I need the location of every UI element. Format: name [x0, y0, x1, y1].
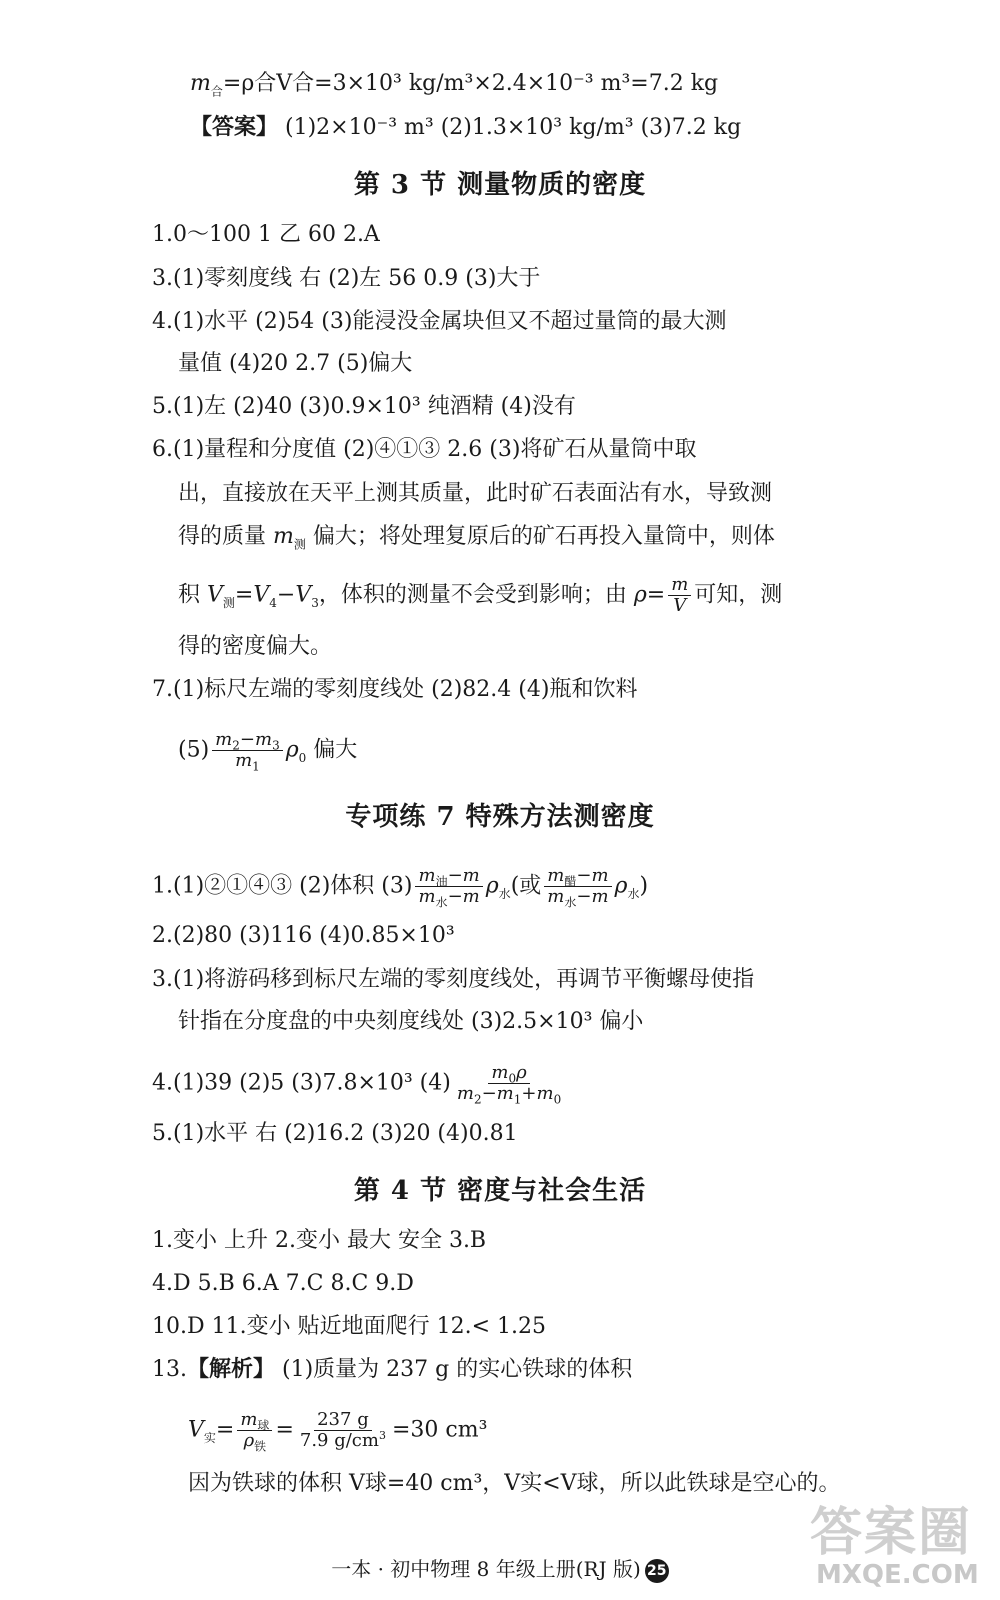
- s4-q4: 4.D 5.B 6.A 7.C 8.C 9.D: [152, 1271, 414, 1296]
- s3-q6-line2: 出，直接放在天平上测其质量，此时矿石表面沾有水，导致测: [178, 481, 773, 506]
- s3-q6-line3: 得的质量 $m_测$ 偏大；将处理复原后的矿石再投入量筒中，则体: [178, 524, 775, 552]
- p7-q1-fraction-b: $\frac{m_醋-m}{m_水-m}$: [544, 866, 611, 907]
- q7-fraction: $\frac{m_2-m_3}{m_1}$: [212, 730, 283, 771]
- watermark-logo: [800, 1490, 990, 1600]
- rho-fraction: $\frac{m}{V}$: [668, 575, 691, 616]
- s3-q7-line1: 7.(1)标尺左端的零刻度线处 (2)82.4 (4)瓶和饮料: [152, 677, 638, 702]
- s3-q4-line2: 量值 (4)20 2.7 (5)偏大: [178, 351, 413, 376]
- q13-fraction-b: $\frac{237 g}{7.9 g/cm^3}$: [299, 1409, 386, 1451]
- s4-q13-equation: $V_实=$ $\frac{m_球}{\rho_铁}$ = $\frac{237 g}{7.9 g/cm^3}$ =30 cm³: [188, 1409, 488, 1454]
- watermark-url: MXQE.COM: [816, 1560, 979, 1590]
- watermark-big-text: 答案圈: [810, 1503, 973, 1563]
- q13-fraction-a: $\frac{m_球}{\rho_铁}$: [237, 1410, 272, 1451]
- s3-q6-line1: 6.(1)量程和分度值 (2)④①③ 2.6 (3)将矿石从量筒中取: [152, 437, 697, 462]
- p7-q1-fraction-a: $\frac{m_油-m}{m_水-m}$: [415, 866, 482, 907]
- answer-line: [190, 114, 741, 142]
- s4-q1: 1.变小 上升 2.变小 最大 安全 3.B: [152, 1228, 487, 1253]
- p7-q3-line2: 针指在分度盘的中央刻度线处 (3)2.5×10³ 偏小: [178, 1009, 644, 1034]
- p7-q2: 2.(2)80 (3)116 (4)0.85×10³: [152, 923, 455, 948]
- s3-q5: 5.(1)左 (2)40 (3)0.9×10³ 纯酒精 (4)没有: [152, 394, 576, 419]
- answer-text: (1)2×10⁻³ m³ (2)1.3×10³ kg/m³ (3)7.2 kg: [285, 115, 742, 140]
- s3-q1: 1.0～100 1 乙 60 2.A: [152, 222, 380, 247]
- formula-line: $m_合=\rho$合V合=3×10³ kg/m³×2.4×10⁻³ m³=7.2 kg: [190, 71, 719, 99]
- s3-q3: 3.(1)零刻度线 右 (2)左 56 0.9 (3)大于: [152, 266, 541, 291]
- answer-tag: 【答案】: [190, 115, 279, 140]
- s3-q4-line1: 4.(1)水平 (2)54 (3)能浸没金属块但又不超过量筒的最大测: [152, 309, 727, 334]
- analysis-tag: 【解析】: [187, 1357, 276, 1382]
- p7-q4-fraction: $\frac{m_0\rho}{m_2-m_1+m_0}$: [456, 1062, 562, 1107]
- s3-q6-line4: 积 $V_测=V_4-V_3$，体积的测量不会受到影响；由 ρ= $\frac{m}{V}$ 可知，测: [178, 574, 783, 616]
- s4-q13-conclusion: 因为铁球的体积 V球=40 cm³，V实<V球，所以此铁球是空心的。: [188, 1471, 841, 1496]
- footer-text: 一本 · 初中物理 8 年级上册(RJ 版): [331, 1557, 641, 1581]
- s4-q13-line1: 13.【解析】 (1)质量为 237 g 的实心铁球的体积: [152, 1357, 633, 1382]
- s3-q6-line5: 得的密度偏大。: [178, 634, 333, 659]
- page-number: 25: [645, 1559, 669, 1583]
- section-4-title: 第 4 节 密度与社会生活: [353, 1176, 647, 1206]
- s4-q10: 10.D 11.变小 贴近地面爬行 12.< 1.25: [152, 1314, 546, 1339]
- p7-q1: 1.(1)②①④③ (2)体积 (3) $\frac{m_油-m}{m_水-m}$ $\rho_水$(或 $\frac{m_醋-m}{m_水-m}$ $\rho_水$): [152, 865, 649, 910]
- p7-q3-line1: 3.(1)将游码移到标尺左端的零刻度线处，再调节平衡螺母使指: [152, 967, 755, 992]
- p7-q4: 4.(1)39 (2)5 (3)7.8×10³ (4) $\frac{m_0\rho}{m_2-m_1+m_0}$: [152, 1063, 567, 1104]
- s3-q7-line2: (5) $\frac{m_2-m_3}{m_1}$ $\rho_0$ 偏大: [178, 729, 358, 774]
- practice-7-title: 专项练 7 特殊方法测密度: [345, 802, 655, 832]
- section-3-title: 第 3 节 测量物质的密度: [353, 170, 647, 200]
- p7-q5: 5.(1)水平 右 (2)16.2 (3)20 (4)0.81: [152, 1121, 518, 1146]
